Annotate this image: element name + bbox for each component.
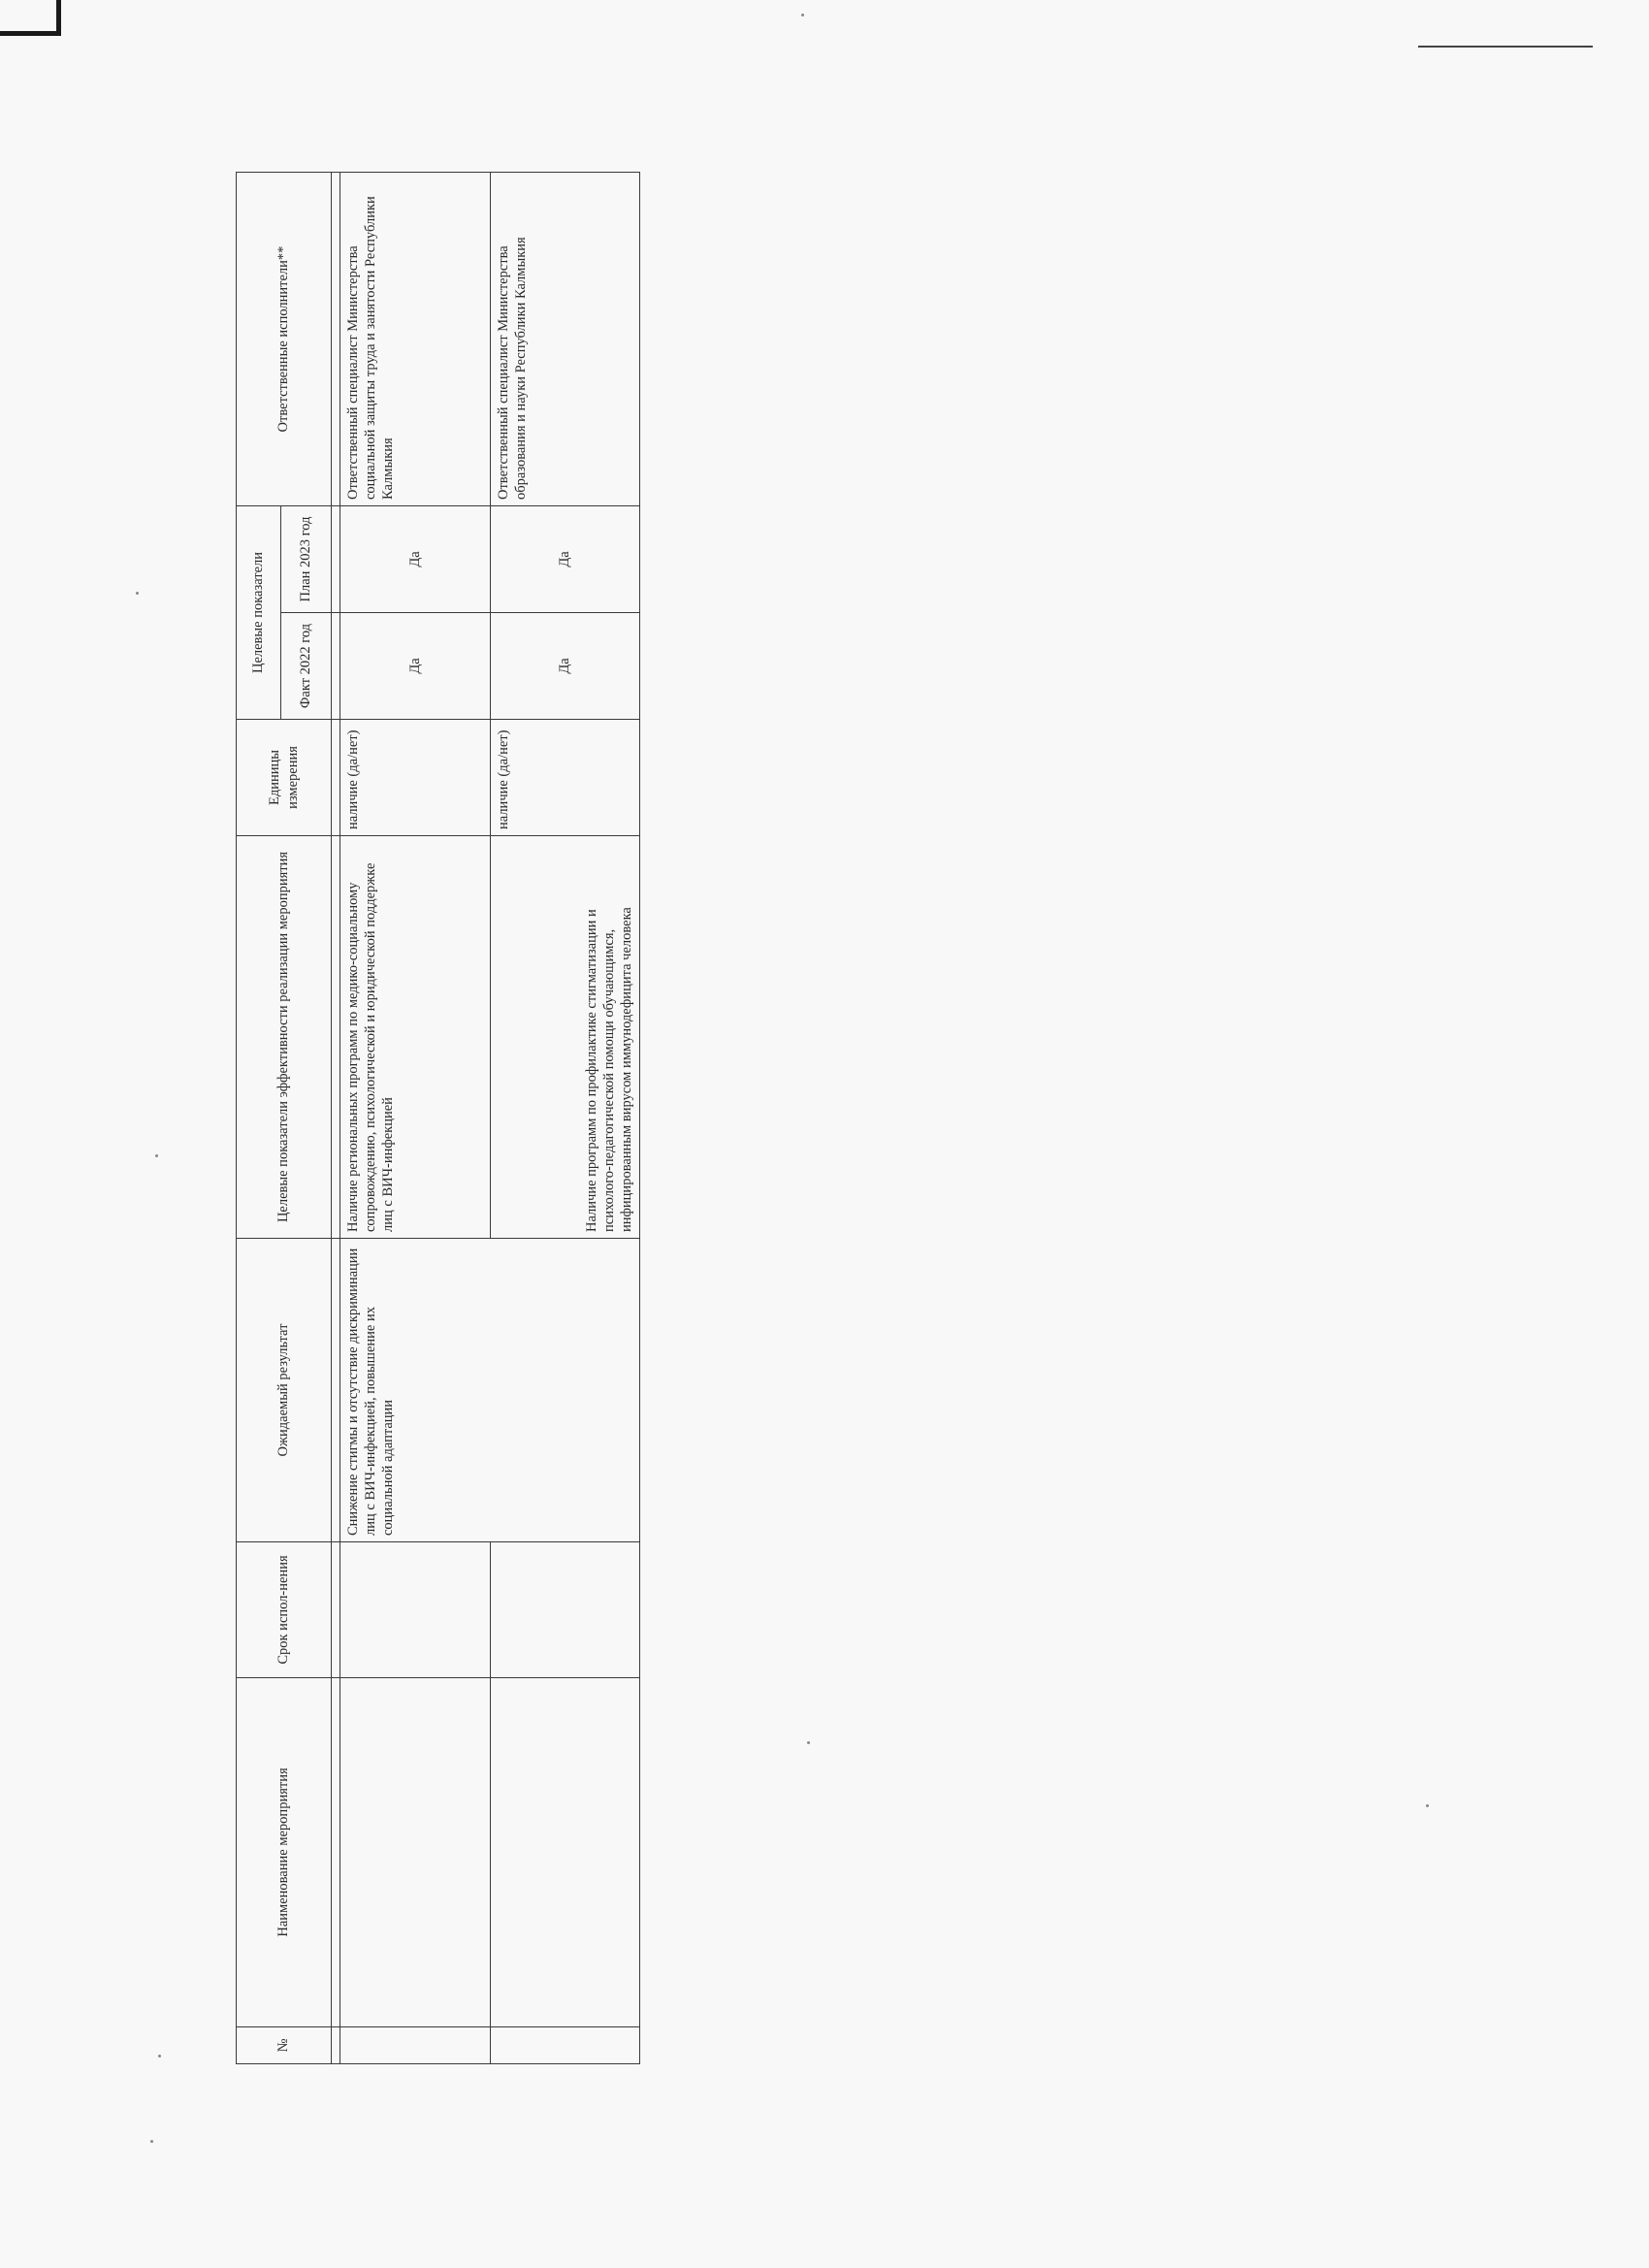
row-units: наличие (да/нет) xyxy=(491,720,640,836)
header-target-indicators: Целевые показатели xyxy=(237,506,281,720)
scan-speck xyxy=(807,1741,810,1744)
row-num xyxy=(491,2027,640,2064)
row-indicator: Наличие программ по профилактике стигматизации и психолого-педагогической помощи обучающимся, инфицированным вирусом иммунодефицита человека xyxy=(491,836,640,1239)
row-responsible: Ответственный специалист Министерства образования и науки Республики Калмыкия xyxy=(491,173,640,506)
row-plan: Да xyxy=(340,506,491,613)
scan-speck xyxy=(155,1154,158,1157)
header-expected-result: Ожидаемый результат xyxy=(237,1239,332,1542)
row-num xyxy=(340,2027,491,2064)
scan-speck xyxy=(1426,1804,1429,1807)
activities-table xyxy=(236,172,640,2064)
scan-corner-mark xyxy=(0,0,61,36)
scan-speck xyxy=(136,592,139,595)
header-responsible: Ответственные исполнители** xyxy=(237,173,332,506)
header-units: Единицы измерения xyxy=(237,720,332,836)
table-row xyxy=(340,173,491,2064)
spacer-cell xyxy=(332,1678,340,2027)
spacer-cell xyxy=(332,1239,340,1542)
header-num: № xyxy=(237,2027,332,2064)
row-deadline xyxy=(340,1542,491,1678)
table-row xyxy=(491,173,640,2064)
header-row-1 xyxy=(237,173,281,2064)
header-name: Наименование мероприятия xyxy=(237,1678,332,2027)
header-plan: План 2023 год xyxy=(281,506,332,613)
spacer-cell xyxy=(332,836,340,1239)
spacer-cell xyxy=(332,2027,340,2064)
scan-speck xyxy=(150,2140,153,2143)
row-indicator: Наличие региональных программ по медико-социальному сопровождению, психологической и юридической поддержке лиц с ВИЧ-инфекцией xyxy=(340,836,491,1239)
header-fact: Факт 2022 год xyxy=(281,613,332,720)
row-name xyxy=(340,1678,491,2027)
spacer-cell xyxy=(332,506,340,613)
scan-speck xyxy=(801,14,804,16)
scan-speck xyxy=(158,2055,161,2057)
row-responsible: Ответственный специалист Министерства социальной защиты труда и занятости Республики Калмыкия xyxy=(340,173,491,506)
spacer-row xyxy=(332,173,340,2064)
spacer-cell xyxy=(332,173,340,506)
row-plan: Да xyxy=(491,506,640,613)
top-right-rule xyxy=(1418,46,1593,48)
header-indicators: Целевые показатели эффективности реализации мероприятия xyxy=(237,836,332,1239)
row-fact: Да xyxy=(340,613,491,720)
spacer-cell xyxy=(332,613,340,720)
row-fact: Да xyxy=(491,613,640,720)
spacer-cell xyxy=(332,720,340,836)
row-expected-result: Снижение стигмы и отсутствие дискриминации лиц с ВИЧ-инфекцией, повышение их социальной адаптации xyxy=(340,1239,640,1542)
spacer-cell xyxy=(332,1542,340,1678)
row-units: наличие (да/нет) xyxy=(340,720,491,836)
row-name xyxy=(491,1678,640,2027)
row-deadline xyxy=(491,1542,640,1678)
header-deadline: Срок испол-нения xyxy=(237,1542,332,1678)
rotated-table-container xyxy=(236,173,638,2064)
